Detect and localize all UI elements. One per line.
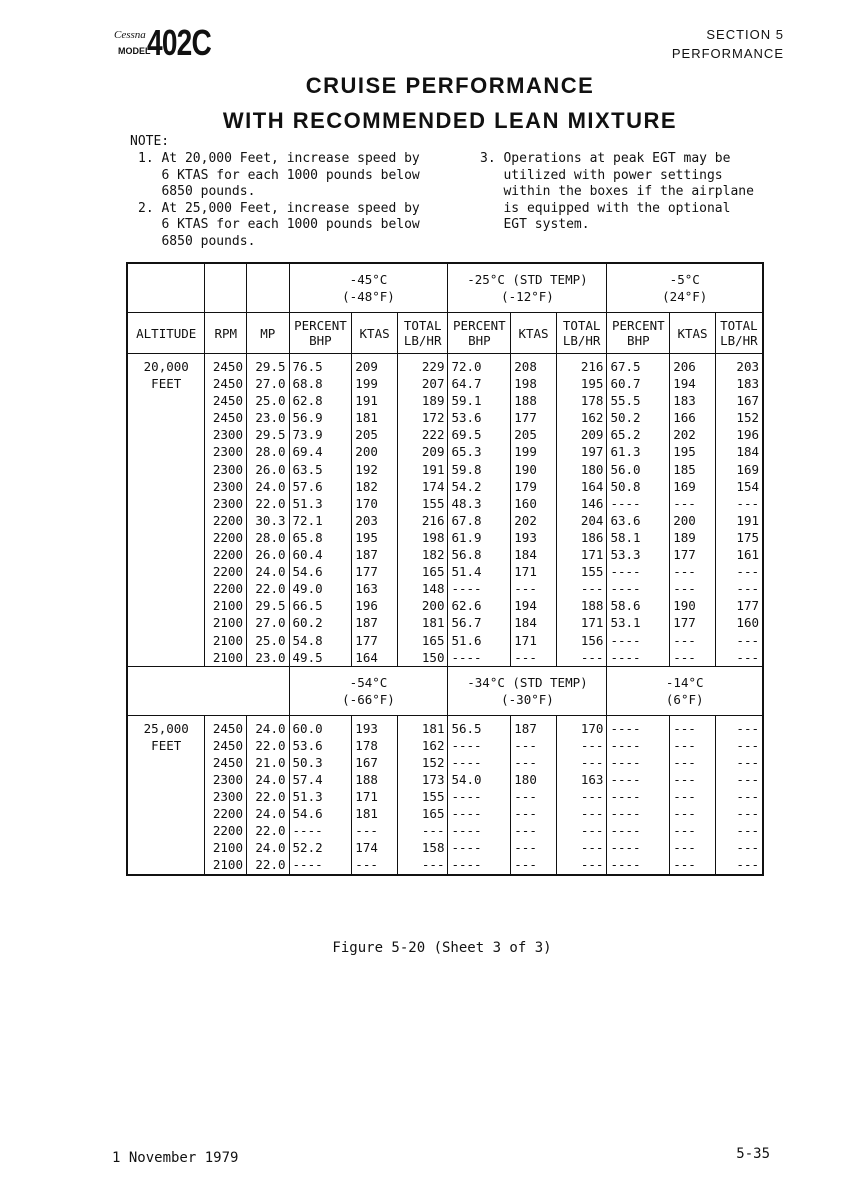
data-block-25k: [127, 715, 763, 874]
temp-header: -54°C (-66°F): [289, 666, 448, 715]
page-subtitle: WITH RECOMMENDED LEAN MIXTURE: [222, 108, 678, 133]
temp-header: -34°C (STD TEMP) (-30°F): [448, 666, 607, 715]
column-header-row: [127, 313, 763, 354]
ktas-column: 208 198 188 177 205 199 190 179 160 202 193 184 171 --- 194 184 171 ---: [511, 354, 557, 667]
cruise-performance-table: [126, 262, 764, 876]
mp-column: 29.5 27.0 25.0 23.0 29.5 28.0 26.0 24.0 22.0 30.3 28.0 26.0 24.0 22.0 29.5 27.0 25.0 23.0: [246, 354, 289, 667]
note-left: 1. At 20,000 Feet, increase speed by 6 KTAS for each 1000 pounds below 6850 pounds. 2. At 25,000 Feet, increase speed by 6 KTAS for each 1000 pounds below 6850 pounds.: [138, 151, 420, 249]
bhp-column: 67.5 60.7 55.5 50.2 65.2 61.3 56.0 50.8 ---- 63.6 58.1 53.3 ---- ---- 58.6 53.1 ---- ----: [607, 354, 670, 667]
ktas-header: KTAS: [352, 313, 398, 354]
rpm-header: RPM: [205, 313, 247, 354]
bhp-column: ---- ---- ---- ---- ---- ---- ---- ---- ----: [607, 715, 670, 874]
ktas-header: KTAS: [511, 313, 557, 354]
total-column: 203 183 167 152 196 184 169 154 --- 191 175 161 --- --- 177 160 --- ---: [715, 354, 763, 667]
note-right: 3. Operations at peak EGT may be utilized with power settings within the boxes if the airplane is equipped with the optional EGT system.: [480, 151, 754, 232]
temperature-header-20k: [127, 263, 763, 313]
model-number: 402C: [147, 22, 212, 63]
ktas-column: 193 178 167 188 171 181 --- 174 ---: [352, 715, 398, 874]
page-title: CRUISE PERFORMANCE: [305, 73, 595, 98]
mp-column: 24.0 22.0 21.0 24.0 22.0 24.0 22.0 24.0 22.0: [246, 715, 289, 874]
note-label: NOTE:: [130, 134, 170, 149]
bhp-header: PERCENT BHP: [607, 313, 670, 354]
total-column: 216 195 178 162 209 197 180 164 146 204 186 171 155 --- 188 171 156 ---: [556, 354, 607, 667]
temp-header: -5°C (24°F): [607, 263, 763, 313]
temp-header: -25°C (STD TEMP) (-12°F): [448, 263, 607, 313]
ktas-header: KTAS: [670, 313, 716, 354]
bhp-column: 56.5 ---- ---- 54.0 ---- ---- ---- ---- ----: [448, 715, 511, 874]
temperature-header-25k: [127, 666, 763, 715]
figure-caption: Figure 5-20 (Sheet 3 of 3): [332, 940, 552, 956]
altitude-header: ALTITUDE: [127, 313, 205, 354]
bhp-header: PERCENT BHP: [289, 313, 352, 354]
altitude-20k: 20,000 FEET: [127, 354, 205, 667]
rpm-column: 2450 2450 2450 2450 2300 2300 2300 2300 2300 2200 2200 2200 2200 2200 2100 2100 2100 2100: [205, 354, 247, 667]
model-label: MODEL: [118, 46, 151, 56]
total-column: --- --- --- --- --- --- --- --- ---: [715, 715, 763, 874]
ktas-column: 209 199 191 181 205 200 192 182 170 203 195 187 177 163 196 187 177 164: [352, 354, 398, 667]
section-label: SECTION 5: [706, 27, 784, 42]
data-block-20k: [127, 354, 763, 667]
cessna-logo-script: Cessna: [114, 29, 146, 41]
total-header: TOTAL LB/HR: [556, 313, 607, 354]
page-number: 5-35: [736, 1146, 770, 1162]
ktas-column: 206 194 183 166 202 195 185 169 --- 200 189 177 --- --- 190 177 --- ---: [670, 354, 716, 667]
total-header: TOTAL LB/HR: [715, 313, 763, 354]
bhp-column: 60.0 53.6 50.3 57.4 51.3 54.6 ---- 52.2 ----: [289, 715, 352, 874]
ktas-column: --- --- --- --- --- --- --- --- ---: [670, 715, 716, 874]
total-column: 229 207 189 172 222 209 191 174 155 216 198 182 165 148 200 181 165 150: [397, 354, 448, 667]
section-subtitle: PERFORMANCE: [671, 46, 784, 61]
total-column: 181 162 152 173 155 165 --- 158 ---: [397, 715, 448, 874]
bhp-header: PERCENT BHP: [448, 313, 511, 354]
temp-header: -14°C (6°F): [607, 666, 763, 715]
altitude-25k: 25,000 FEET: [127, 715, 205, 874]
bhp-column: 76.5 68.8 62.8 56.9 73.9 69.4 63.5 57.6 51.3 72.1 65.8 60.4 54.6 49.0 66.5 60.2 54.8 49.5: [289, 354, 352, 667]
total-header: TOTAL LB/HR: [397, 313, 448, 354]
rpm-column: 2450 2450 2450 2300 2300 2200 2200 2100 2100: [205, 715, 247, 874]
ktas-column: 187 --- --- 180 --- --- --- --- ---: [511, 715, 557, 874]
mp-header: MP: [246, 313, 289, 354]
total-column: 170 --- --- 163 --- --- --- --- ---: [556, 715, 607, 874]
footer-date: 1 November 1979: [112, 1150, 239, 1166]
temp-header: -45°C (-48°F): [289, 263, 448, 313]
bhp-column: 72.0 64.7 59.1 53.6 69.5 65.3 59.8 54.2 48.3 67.8 61.9 56.8 51.4 ---- 62.6 56.7 51.6 ----: [448, 354, 511, 667]
